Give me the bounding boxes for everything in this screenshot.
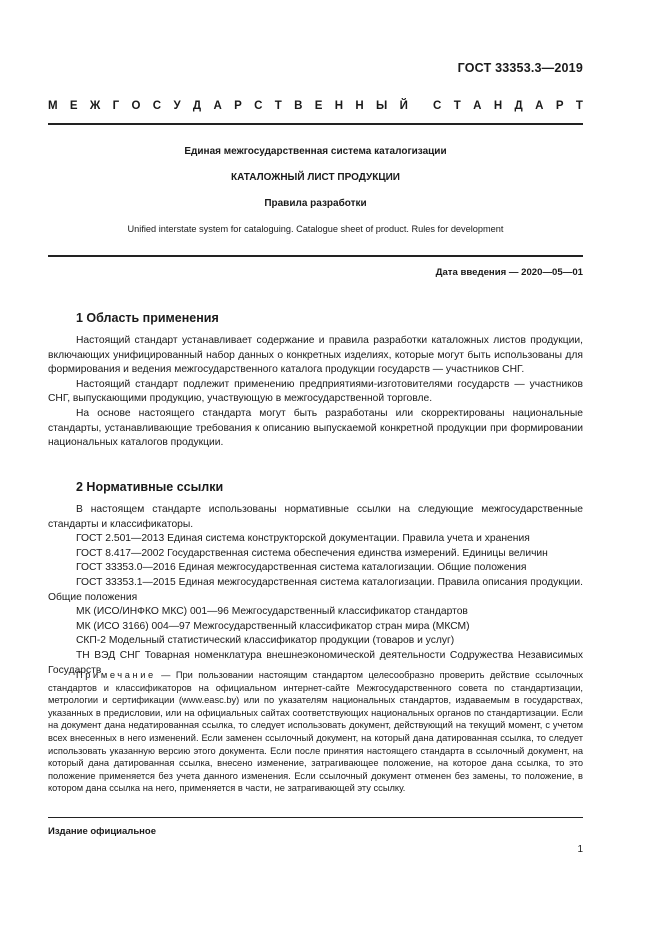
document-title: КАТАЛОЖНЫЙ ЛИСТ ПРОДУКЦИИ xyxy=(230,172,400,183)
banner-word-interstate: М Е Ж Г О С У Д А Р С Т В Е Н Н Ы Й xyxy=(48,100,408,112)
top-divider xyxy=(48,123,583,125)
note-text: — При пользовании настоящим стандартом целесообразно проверить действие ссылочных стандартов и классификаторов на официальном интернет-сайте Межгосударственного совета по стандартизации, метрологии и сертификации (www.easc.by) или по указателям национальных стандартов, издаваемым в государствах, указанных в предисловии, или на официальных сайтах соответствующих национальных органов по стандартизации. Если на документ дана недатированная ссылка, то следует использовать документ, действующий на текущий момент, с учетом всех внесенных в него изменений. Если заменен ссылочный документ, на который дана датированная ссылка, то следует использовать указанную версию этого документа. Если после принятия настоящего стандарта в ссылочный документ, на который дана датированная ссылка, внесено изменение, затрагивающее положение, на которое дана ссылка, то это положение применяется без учета данного изменения. Если ссылочный документ отменен без замены, то положение, в котором дана ссылка на него, применяется в части, не затрагивающей эту ссылку. xyxy=(48,670,583,794)
paragraph: Настоящий стандарт подлежит применению предприятиями-изготовителями государств — участников СНГ, выпускающими продукцию, участвующую в межгосударственной торговле. xyxy=(48,378,583,405)
section-heading-scope: 1 Область применения xyxy=(76,311,219,325)
footer-divider xyxy=(48,817,583,818)
references-intro: В настоящем стандарте использованы нормативные ссылки на следующие межгосударственные стандарты и классификаторы. xyxy=(48,504,583,530)
banner-word-standard: С Т А Н Д А Р Т xyxy=(433,100,583,112)
official-edition-label: Издание официальное xyxy=(48,826,156,837)
reference-item: ГОСТ 33353.0—2016 Единая межгосударственная система каталогизации. Общие положения xyxy=(76,562,527,574)
reference-item: ТН ВЭД СНГ Товарная номенклатура внешнеэкономической деятельности Содружества Независимых Государств xyxy=(48,649,583,676)
page-number: 1 xyxy=(577,844,583,855)
section-scope-body xyxy=(48,334,583,451)
section-heading-references: 2 Нормативные ссылки xyxy=(76,480,224,494)
reference-item: МК (ИСО/ИНФКО МКС) 001—96 Межгосударственный классификатор стандартов xyxy=(76,606,468,618)
standard-number: ГОСТ 33353.3—2019 xyxy=(457,61,583,75)
reference-item: ГОСТ 8.417—2002 Государственная система обеспечения единства измерений. Единицы величин xyxy=(76,547,548,559)
system-title: Единая межгосударственная система каталогизации xyxy=(184,146,447,157)
references-note xyxy=(48,669,583,795)
title-divider xyxy=(48,255,583,257)
reference-item: ГОСТ 33353.1—2015 Единая межгосударственная система каталогизации. Правила описания продукции. Общие положения xyxy=(48,576,583,603)
paragraph: На основе настоящего стандарта могут быть разработаны или скорректированы национальные стандарты, устанавливающие требования к описанию выпускаемой конкретной продукции при формировании национальных каталогов продукции. xyxy=(48,407,583,449)
paragraph: Настоящий стандарт устанавливает содержание и правила разработки каталожных листов продукции, включающих унифицированный набор данных о конкретных изделиях, которые могут быть использованы для формирования и ведения межгосударственного каталога продукции государств — участников СНГ. xyxy=(48,335,583,376)
english-title: Unified interstate system for cataloguing. Catalogue sheet of product. Rules for development xyxy=(127,224,504,234)
interstate-standard-banner xyxy=(48,100,583,112)
reference-item: ГОСТ 2.501—2013 Единая система конструкторской документации. Правила учета и хранения xyxy=(76,533,530,545)
section-references-body xyxy=(48,503,583,678)
reference-item: СКП-2 Модельный статистический классификатор продукции (товаров и услуг) xyxy=(76,635,455,647)
document-subtitle: Правила разработки xyxy=(264,198,367,209)
introduction-date: Дата введения — 2020—05—01 xyxy=(435,267,583,278)
reference-item: МК (ИСО 3166) 004—97 Межгосударственный классификатор стран мира (МКСМ) xyxy=(76,620,470,632)
note-label: Примечание xyxy=(76,670,156,680)
